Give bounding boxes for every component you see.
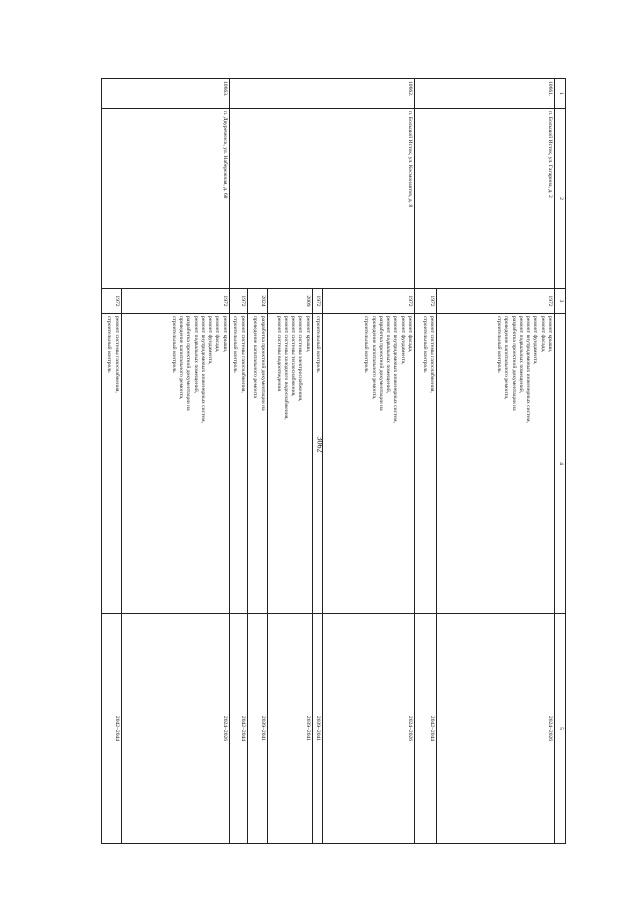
repair-schedule-table xyxy=(101,78,566,844)
table-row xyxy=(121,79,229,844)
work-line: ремонт крыши, xyxy=(221,316,228,353)
header-cell: 2 xyxy=(555,109,566,289)
works-cell xyxy=(415,314,437,614)
work-line: ремонт крыши, xyxy=(304,316,311,353)
rotated-table-wrapper xyxy=(31,78,566,843)
work-line: строительный контроль xyxy=(106,316,113,373)
work-line: ремонт фундамента, xyxy=(207,316,214,365)
table-row xyxy=(323,79,415,844)
period-cell: 2042–2044 xyxy=(101,614,121,844)
year-cell: 1972 xyxy=(323,289,415,314)
work-line: проведение капитального ремонта, xyxy=(178,316,185,400)
work-line: ремонт внутридомовых инженерных систем, xyxy=(392,316,399,423)
works-cell xyxy=(229,314,247,614)
year-cell: 1972 xyxy=(101,289,121,314)
header-cell: 3 xyxy=(555,289,566,314)
work-line: строительный контроль xyxy=(315,316,321,373)
table-row xyxy=(437,79,555,844)
work-line: строительный контроль xyxy=(170,316,177,373)
address-cell: п. Большой Исток, ул. Космонавтов, д. 8 xyxy=(229,109,414,289)
year-cell: 1972 xyxy=(415,289,437,314)
header-row xyxy=(555,79,566,844)
works-cell xyxy=(267,314,312,614)
work-line: ремонт системы газоснабжения, xyxy=(239,316,246,393)
period-cell: 2042–2044 xyxy=(415,614,437,844)
work-line: проведение капитального ремонта, xyxy=(503,316,510,400)
period-cell: 2024–2026 xyxy=(437,614,555,844)
work-line: ремонт подвальных помещений, xyxy=(385,316,392,394)
period-cell: 2039–2041 xyxy=(267,614,312,844)
work-line: строительный контроль xyxy=(496,316,503,373)
work-line: строительный контроль xyxy=(232,316,239,373)
work-line: ремонт системы холодного водоснабжения, xyxy=(282,316,289,420)
work-line: ремонт подвальных помещений, xyxy=(517,316,524,394)
work-line: строительный контроль xyxy=(363,316,370,373)
work-line: ремонт системы электроснабжения, xyxy=(297,316,304,402)
works-cell xyxy=(323,314,415,614)
work-line: проведение капитального ремонта xyxy=(252,316,259,398)
works-cell xyxy=(312,314,322,614)
work-line: ремонт системы водоотведения xyxy=(275,316,282,391)
year-cell: 2009 xyxy=(267,289,312,314)
address-cell: п. Двуреченск, ул. Набережная, д. 68 xyxy=(101,109,229,289)
work-line: ремонт внутридомовых инженерных систем, xyxy=(199,316,206,423)
header-cell: 5 xyxy=(555,614,566,844)
work-line: ремонт крыши, xyxy=(547,316,553,353)
work-line: ремонт системы газоснабжения, xyxy=(113,316,120,393)
work-line: ремонт системы теплоснабжения, xyxy=(290,316,297,397)
works-cell xyxy=(121,314,229,614)
work-line: разработка проектной документации на xyxy=(185,316,192,411)
row-number: 10663. xyxy=(101,79,229,109)
work-line: ремонт подвальных помещений, xyxy=(192,316,199,394)
works-cell xyxy=(101,314,121,614)
work-line: разработка проектной документации на xyxy=(510,316,517,411)
period-cell: 2024–2026 xyxy=(323,614,415,844)
work-line: разработка проектной документации на xyxy=(377,316,384,411)
work-line: ремонт фундамента, xyxy=(399,316,406,365)
page-number: 3062 xyxy=(315,436,325,453)
year-cell: 1972 xyxy=(229,289,247,314)
year-cell: 2024 xyxy=(247,289,267,314)
works-cell xyxy=(437,314,555,614)
work-line: ремонт фасада, xyxy=(407,316,413,353)
work-line: ремонт фасада, xyxy=(539,316,546,353)
header-cell: 1 xyxy=(555,79,566,109)
work-line: строительный контроль xyxy=(421,316,428,373)
year-cell: 1972 xyxy=(121,289,229,314)
work-line: ремонт системы газоснабжения, xyxy=(429,316,435,393)
year-cell: 1972 xyxy=(437,289,555,314)
work-line: проведение капитального ремонта, xyxy=(370,316,377,400)
period-cell: 2039–2041 xyxy=(247,614,267,844)
period-cell: 2042–2044 xyxy=(229,614,247,844)
period-cell: 2024–2026 xyxy=(121,614,229,844)
row-number: 10661. xyxy=(415,79,555,109)
work-line: ремонт внутридомовых инженерных систем, xyxy=(525,316,532,423)
period-cell: 2039–2041 xyxy=(312,614,322,844)
work-line: ремонт фундамента, xyxy=(532,316,539,365)
works-cell xyxy=(247,314,267,614)
year-cell: 1972 xyxy=(312,289,322,314)
address-cell: п. Большой Исток, ул. Гагарина, д. 2 xyxy=(415,109,555,289)
row-number: 10662. xyxy=(229,79,414,109)
header-cell: 4 xyxy=(555,314,566,614)
work-line: ремонт фасада, xyxy=(214,316,221,353)
work-line: разработка проектной документации на xyxy=(259,316,266,411)
